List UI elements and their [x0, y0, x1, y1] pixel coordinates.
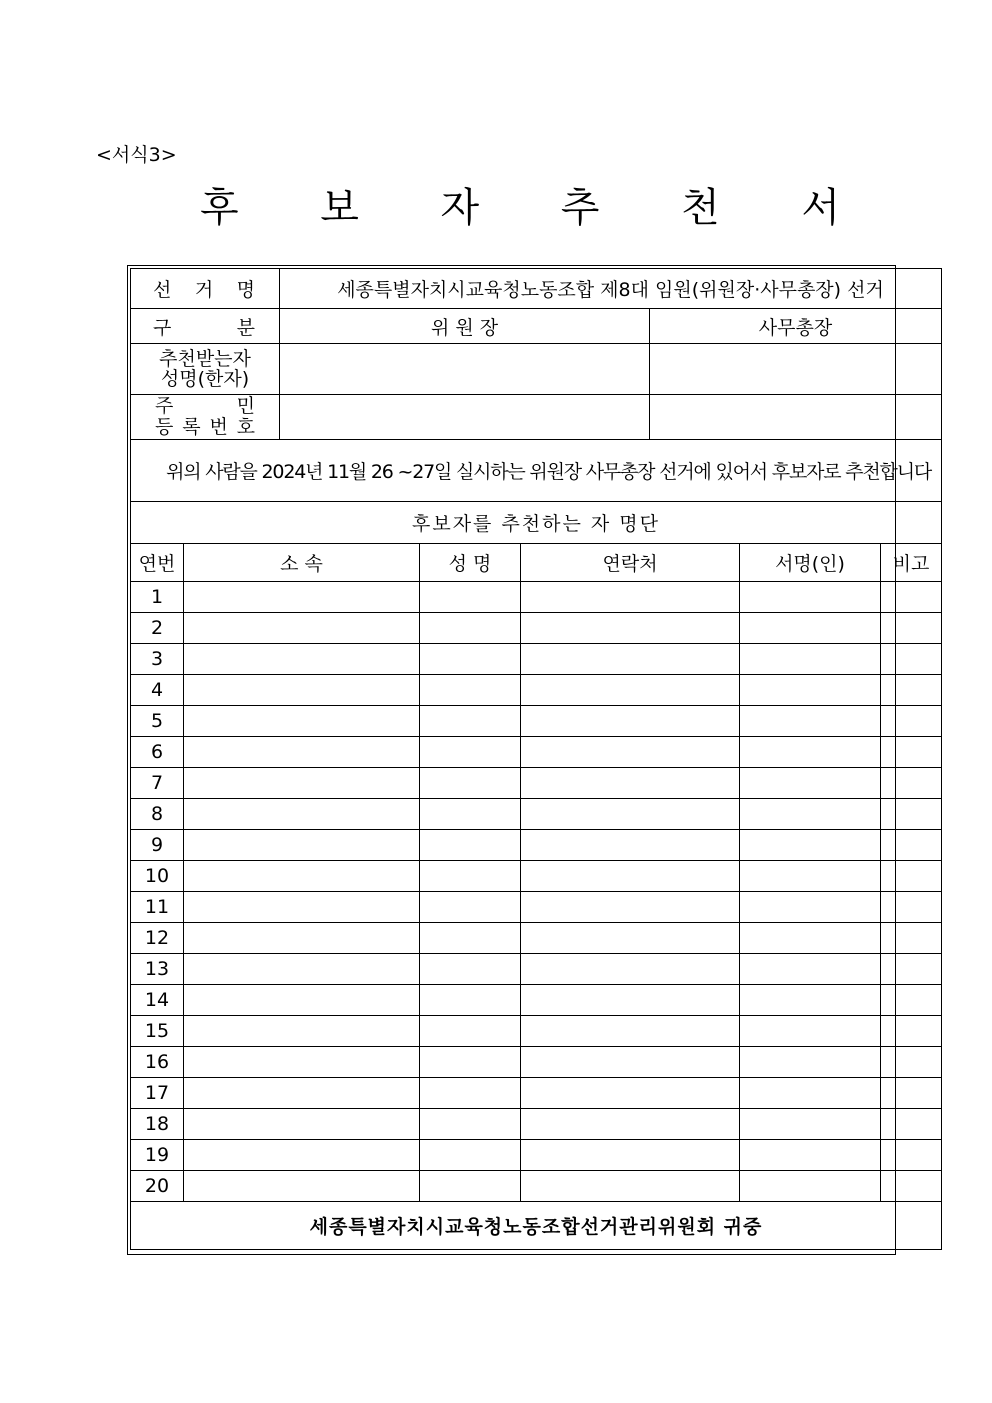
election-name-value: 세종특별자치시교육청노동조합 제8대 임원(위원장·사무총장) 선거	[280, 269, 942, 309]
row-number: 10	[131, 861, 184, 892]
signature-field[interactable]	[740, 799, 881, 830]
row-number: 17	[131, 1078, 184, 1109]
title-char: 천	[681, 185, 720, 231]
signature-field[interactable]	[740, 892, 881, 923]
remarks-field[interactable]	[881, 1109, 942, 1140]
signature-field[interactable]	[740, 1109, 881, 1140]
name-field[interactable]	[420, 644, 521, 675]
nominator-row	[131, 830, 942, 861]
nominee-name-row	[131, 344, 942, 395]
election-label-char: 거	[194, 279, 214, 301]
row-number: 9	[131, 830, 184, 861]
column-header-row	[131, 544, 942, 582]
remarks-field[interactable]	[881, 675, 942, 706]
form-number-label: <서식3>	[96, 144, 177, 166]
contact-field[interactable]	[521, 1171, 740, 1202]
remarks-field[interactable]	[881, 644, 942, 675]
section-title-row	[131, 502, 942, 544]
contact-field[interactable]	[521, 892, 740, 923]
nominator-row	[131, 861, 942, 892]
name-field[interactable]	[420, 892, 521, 923]
signature-field[interactable]	[740, 954, 881, 985]
category-label-char: 분	[236, 316, 256, 339]
affiliation-field[interactable]	[184, 1171, 420, 1202]
name-field[interactable]	[420, 1078, 521, 1109]
contact-field[interactable]	[521, 1109, 740, 1140]
category-label-char: 구	[153, 316, 172, 339]
row-number: 11	[131, 892, 184, 923]
nominee-name-label-line2: 성명(한자)	[160, 368, 250, 390]
signature-field[interactable]	[740, 644, 881, 675]
contact-field[interactable]	[521, 861, 740, 892]
remarks-field[interactable]	[881, 799, 942, 830]
signature-field[interactable]	[740, 1171, 881, 1202]
election-label-char: 명	[236, 279, 256, 301]
remarks-field[interactable]	[881, 737, 942, 768]
nominee-name-label-line1: 추천받는자	[159, 348, 251, 370]
name-field[interactable]	[420, 799, 521, 830]
footer-row	[131, 1202, 942, 1250]
title-char: 후	[200, 185, 239, 231]
name-field[interactable]	[420, 861, 521, 892]
contact-field[interactable]	[521, 1140, 740, 1171]
remarks-field[interactable]	[881, 706, 942, 737]
signature-field[interactable]	[740, 675, 881, 706]
name-field[interactable]	[420, 1109, 521, 1140]
affiliation-field[interactable]	[184, 923, 420, 954]
category-chairman: 위 원 장	[280, 309, 650, 344]
row-number: 5	[131, 706, 184, 737]
remarks-field[interactable]	[881, 830, 942, 861]
name-field[interactable]	[420, 768, 521, 799]
nominator-row	[131, 1140, 942, 1171]
row-number: 2	[131, 613, 184, 644]
signature-field[interactable]	[740, 613, 881, 644]
signature-field[interactable]	[740, 861, 881, 892]
remarks-field[interactable]	[881, 985, 942, 1016]
contact-field[interactable]	[521, 675, 740, 706]
nominator-row	[131, 892, 942, 923]
nominator-row	[131, 1078, 942, 1109]
remarks-field[interactable]	[881, 1171, 942, 1202]
election-row	[131, 269, 942, 309]
category-row	[131, 309, 942, 344]
row-number: 7	[131, 768, 184, 799]
row-number: 12	[131, 923, 184, 954]
signature-field[interactable]	[740, 1140, 881, 1171]
nomination-notice-text: 위의 사람을 2024년 11월 26 ~27일 실시하는 위원장 사무총장 선거에 있어서 후보자로 추천합니다	[131, 440, 942, 502]
document-title	[200, 176, 840, 233]
row-number: 1	[131, 582, 184, 613]
row-number: 14	[131, 985, 184, 1016]
election-label-char: 선	[153, 279, 172, 301]
contact-field[interactable]	[521, 923, 740, 954]
resident-label-char: 호	[236, 416, 256, 438]
nominator-row	[131, 644, 942, 675]
col-header-signature: 서명(인)	[740, 544, 881, 582]
row-number: 19	[131, 1140, 184, 1171]
nominator-row	[131, 737, 942, 768]
row-number: 8	[131, 799, 184, 830]
title-char: 서	[801, 185, 840, 231]
affiliation-field[interactable]	[184, 706, 420, 737]
row-number: 18	[131, 1109, 184, 1140]
col-header-no: 연번	[131, 544, 184, 582]
remarks-field[interactable]	[881, 861, 942, 892]
remarks-field[interactable]	[881, 1078, 942, 1109]
row-number: 16	[131, 1047, 184, 1078]
remarks-field[interactable]	[881, 954, 942, 985]
title-char: 추	[560, 185, 600, 231]
nominator-row	[131, 923, 942, 954]
remarks-field[interactable]	[881, 1016, 942, 1047]
affiliation-field[interactable]	[184, 861, 420, 892]
affiliation-field[interactable]	[184, 954, 420, 985]
contact-field[interactable]	[521, 985, 740, 1016]
nominator-row	[131, 1047, 942, 1078]
affiliation-field[interactable]	[184, 830, 420, 861]
name-field[interactable]	[420, 923, 521, 954]
contact-field[interactable]	[521, 582, 740, 613]
affiliation-field[interactable]	[184, 644, 420, 675]
nominator-row	[131, 954, 942, 985]
col-header-name: 성 명	[420, 544, 521, 582]
nominee-name-label	[131, 344, 280, 395]
nominee-name-chairman-field[interactable]	[280, 344, 650, 395]
affiliation-field[interactable]	[184, 1078, 420, 1109]
resident-number-secretary-field[interactable]	[650, 395, 942, 440]
affiliation-field[interactable]	[184, 892, 420, 923]
signature-field[interactable]	[740, 1016, 881, 1047]
contact-field[interactable]	[521, 954, 740, 985]
notice-row	[131, 440, 942, 502]
affiliation-field[interactable]	[184, 1047, 420, 1078]
resident-registration-label	[131, 395, 280, 440]
title-char: 보	[320, 185, 359, 231]
nominee-name-secretary-field[interactable]	[650, 344, 942, 395]
contact-field[interactable]	[521, 1016, 740, 1047]
nominator-row	[131, 1109, 942, 1140]
title-char: 자	[440, 185, 480, 231]
row-number: 4	[131, 675, 184, 706]
signature-field[interactable]	[740, 582, 881, 613]
contact-field[interactable]	[521, 613, 740, 644]
remarks-field[interactable]	[881, 1047, 942, 1078]
resident-label-char: 주	[155, 395, 174, 417]
signature-field[interactable]	[740, 923, 881, 954]
affiliation-field[interactable]	[184, 1016, 420, 1047]
contact-field[interactable]	[521, 768, 740, 799]
affiliation-field[interactable]	[184, 1140, 420, 1171]
signature-field[interactable]	[740, 706, 881, 737]
election-label-cell	[131, 269, 280, 309]
nomination-form-table	[130, 268, 942, 1250]
affiliation-field[interactable]	[184, 985, 420, 1016]
resident-label-char: 번	[209, 416, 228, 438]
name-field[interactable]	[420, 706, 521, 737]
name-field[interactable]	[420, 1047, 521, 1078]
row-number: 15	[131, 1016, 184, 1047]
nominator-list-title: 후보자를 추천하는 자 명단	[131, 502, 942, 544]
row-number: 13	[131, 954, 184, 985]
remarks-field[interactable]	[881, 1140, 942, 1171]
nominator-row	[131, 675, 942, 706]
affiliation-field[interactable]	[184, 582, 420, 613]
signature-field[interactable]	[740, 737, 881, 768]
name-field[interactable]	[420, 830, 521, 861]
signature-field[interactable]	[740, 830, 881, 861]
resident-label-char: 등	[155, 416, 174, 438]
nominator-row	[131, 768, 942, 799]
affiliation-field[interactable]	[184, 1109, 420, 1140]
name-field[interactable]	[420, 737, 521, 768]
nominator-row	[131, 706, 942, 737]
nominator-row	[131, 799, 942, 830]
name-field[interactable]	[420, 675, 521, 706]
remarks-field[interactable]	[881, 613, 942, 644]
signature-field[interactable]	[740, 768, 881, 799]
row-number: 3	[131, 644, 184, 675]
contact-field[interactable]	[521, 1047, 740, 1078]
row-number: 6	[131, 737, 184, 768]
category-label-cell	[131, 309, 280, 344]
nominator-row	[131, 1171, 942, 1202]
name-field[interactable]	[420, 613, 521, 644]
row-number: 20	[131, 1171, 184, 1202]
affiliation-field[interactable]	[184, 768, 420, 799]
signature-field[interactable]	[740, 1047, 881, 1078]
resident-number-chairman-field[interactable]	[280, 395, 650, 440]
contact-field[interactable]	[521, 706, 740, 737]
resident-label-char: 민	[236, 395, 256, 417]
affiliation-field[interactable]	[184, 613, 420, 644]
col-header-remarks: 비고	[881, 544, 942, 582]
remarks-field[interactable]	[881, 582, 942, 613]
name-field[interactable]	[420, 582, 521, 613]
contact-field[interactable]	[521, 799, 740, 830]
addressee-footer: 세종특별자치시교육청노동조합선거관리위원회 귀중	[131, 1202, 942, 1250]
affiliation-field[interactable]	[184, 737, 420, 768]
affiliation-field[interactable]	[184, 799, 420, 830]
name-field[interactable]	[420, 954, 521, 985]
col-header-contact: 연락처	[521, 544, 740, 582]
signature-field[interactable]	[740, 1078, 881, 1109]
resident-registration-row	[131, 395, 942, 440]
contact-field[interactable]	[521, 644, 740, 675]
contact-field[interactable]	[521, 737, 740, 768]
name-field[interactable]	[420, 1140, 521, 1171]
name-field[interactable]	[420, 1171, 521, 1202]
name-field[interactable]	[420, 985, 521, 1016]
remarks-field[interactable]	[881, 923, 942, 954]
contact-field[interactable]	[521, 830, 740, 861]
contact-field[interactable]	[521, 1078, 740, 1109]
remarks-field[interactable]	[881, 768, 942, 799]
name-field[interactable]	[420, 1016, 521, 1047]
nominator-row	[131, 582, 942, 613]
nominator-row	[131, 613, 942, 644]
affiliation-field[interactable]	[184, 675, 420, 706]
col-header-affiliation: 소 속	[184, 544, 420, 582]
nominator-rows	[131, 582, 942, 1202]
nominator-row	[131, 1016, 942, 1047]
resident-label-char: 록	[182, 416, 201, 438]
nominator-row	[131, 985, 942, 1016]
category-secretary-general: 사무총장	[650, 309, 942, 344]
signature-field[interactable]	[740, 985, 881, 1016]
remarks-field[interactable]	[881, 892, 942, 923]
